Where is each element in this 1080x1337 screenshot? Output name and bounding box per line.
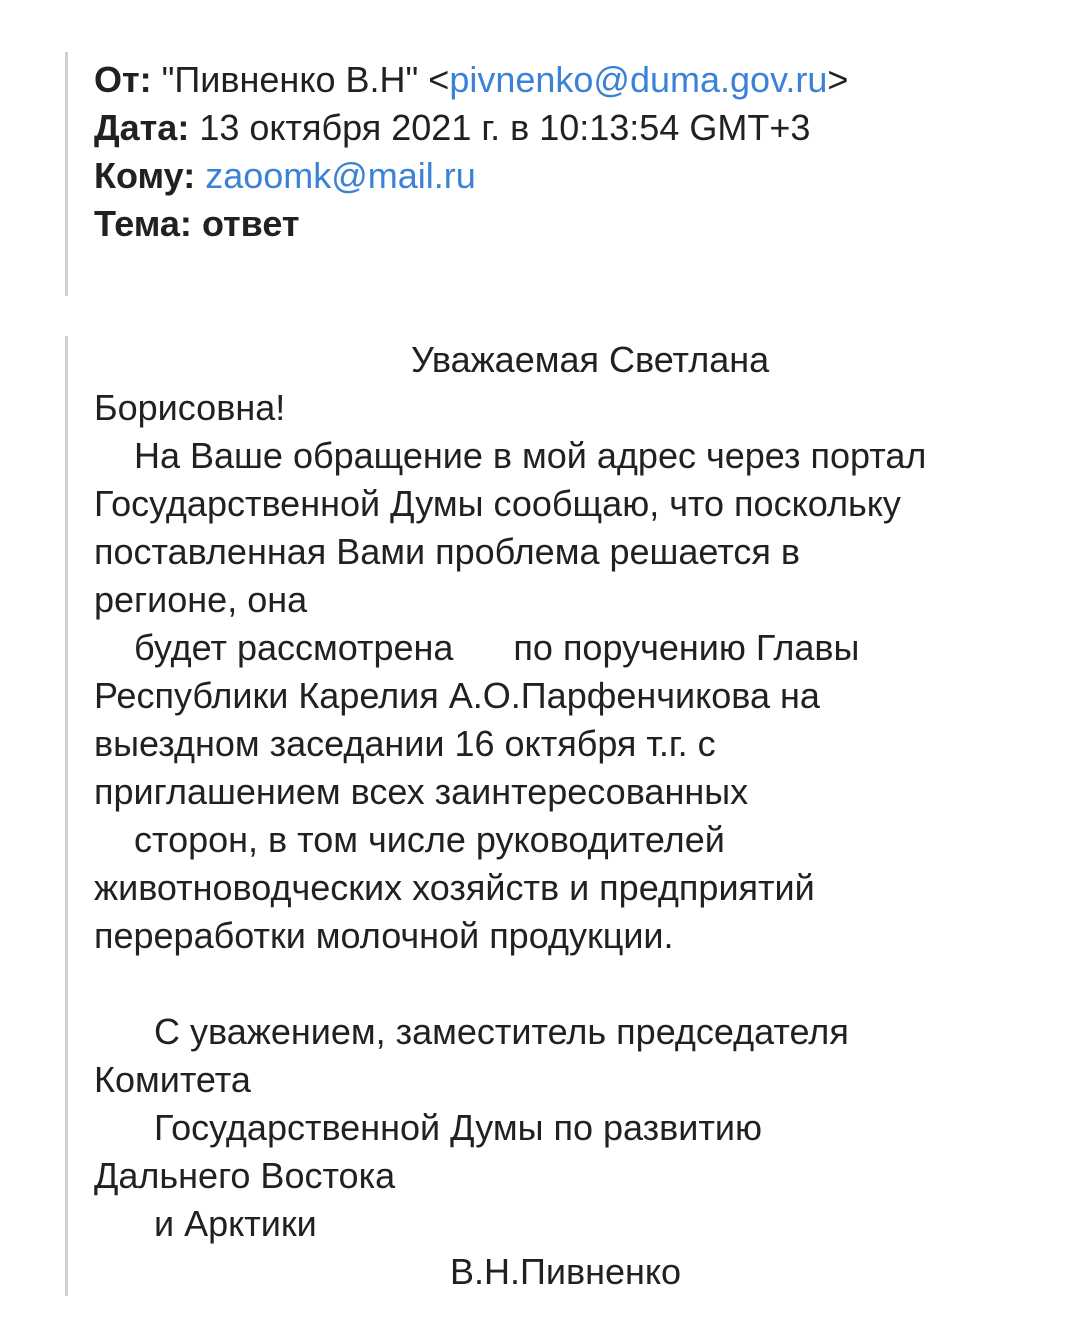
signature-name: В.Н.Пивненко xyxy=(450,1251,682,1292)
signature-line: С уважением, заместитель председателя xyxy=(154,1011,849,1052)
to-email-link[interactable]: zaoomk@mail.ru xyxy=(205,155,476,196)
signature-line: Дальнего Востока xyxy=(94,1155,396,1196)
body-text-line: На Ваше обращение в мой адрес через портал xyxy=(134,435,927,476)
from-bracket-close: > xyxy=(827,59,849,100)
body-text-line: поставленная Вами проблема решается в xyxy=(94,531,800,572)
signature-line: Государственной Думы по развитию xyxy=(154,1107,762,1148)
signature-line: и Арктики xyxy=(154,1203,317,1244)
from-bracket-open: < xyxy=(428,59,450,100)
body-text-line: переработки молочной продукции. xyxy=(94,915,674,956)
to-label: Кому: xyxy=(94,155,196,196)
greeting-line: Борисовна! xyxy=(94,387,286,428)
body-text-line: Государственной Думы сообщаю, что поскольку xyxy=(94,483,901,524)
date-value: 13 октября 2021 г. в 10:13:54 GMT+3 xyxy=(199,107,811,148)
date-label: Дата: xyxy=(94,107,190,148)
body-text-line: будет рассмотрена по поручению Главы xyxy=(134,627,860,668)
body-text-line: приглашением всех заинтересованных xyxy=(94,771,749,812)
to-row xyxy=(94,152,476,200)
body-text-line: Республики Карелия А.О.Парфенчикова на xyxy=(94,675,820,716)
subject-value: ответ xyxy=(201,203,300,244)
body-text-line: выездном заседании 16 октября т.г. с xyxy=(94,723,716,764)
body-text-line: животноводческих хозяйств и предприятий xyxy=(94,867,815,908)
subject-row xyxy=(94,200,300,248)
from-row xyxy=(94,56,848,104)
greeting-line: Уважаемая Светлана xyxy=(411,339,770,380)
subject-label: Тема: xyxy=(94,203,192,244)
signature-line: Комитета xyxy=(94,1059,251,1100)
email-body-quote xyxy=(65,336,1058,1296)
body-text-line: сторон, в том числе руководителей xyxy=(134,819,725,860)
from-label: От: xyxy=(94,59,152,100)
body-text-line: регионе, она xyxy=(94,579,308,620)
from-email-link[interactable]: pivnenko@duma.gov.ru xyxy=(449,59,828,100)
from-name: "Пивненко В.Н" xyxy=(161,59,419,100)
date-row xyxy=(94,104,810,152)
email-header-quote xyxy=(65,52,1058,296)
